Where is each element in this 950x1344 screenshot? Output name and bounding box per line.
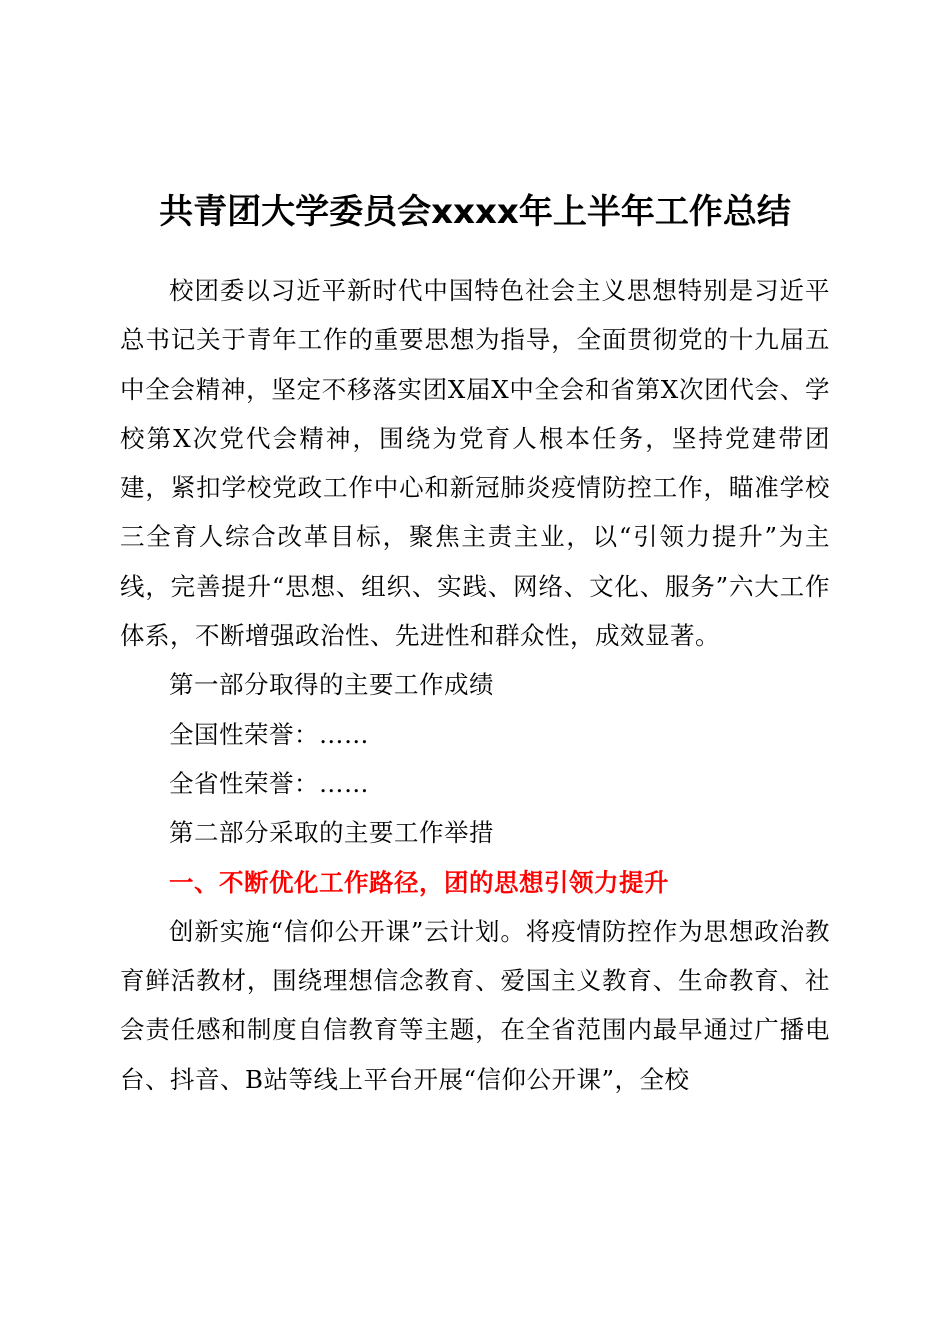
part-one-heading: 第一部分取得的主要工作成绩	[169, 670, 494, 700]
national-honors-line: 全国性荣誉：……	[169, 719, 369, 749]
intro-paragraph: 校团委以习近平新时代中国特色社会主义思想特别是习近平总书记关于青年工作的重要思想为指导，全面贯彻党的十九届五中全会精神，坚定不移落实团X届X中全会和省第X次团代会、学校第X次党代会精神，围绕为党育人根本任务，坚持党建带团建，紧扣学校党政工作中心和新冠肺炎疫情防控工作，瞄准学校三全育人综合改革目标，聚焦主责主业，以“引领力提升”为主线，完善提升“思想、组织、实践、网络、文化、服务”六大工作体系，不断增强政治性、先进性和群众性，成效显著。	[120, 276, 830, 651]
part-two-heading: 第二部分采取的主要工作举措	[169, 818, 494, 848]
document-title: 共青团大学委员会xxxx年上半年工作总结	[159, 192, 791, 232]
section-heading: 一、不断优化工作路径，团的思想引领力提升	[169, 867, 669, 897]
document-body	[120, 266, 830, 1104]
provincial-honors-line: 全省性荣誉：……	[169, 768, 369, 798]
section-paragraph: 创新实施“信仰公开课”云计划。将疫情防控作为思想政治教育鲜活教材，围绕理想信念教育、爱国主义教育、生命教育、社会责任感和制度自信教育等主题，在全省范围内最早通过广播电台、抖音、B站等线上平台开展“信仰公开课”，全校	[120, 916, 830, 1094]
